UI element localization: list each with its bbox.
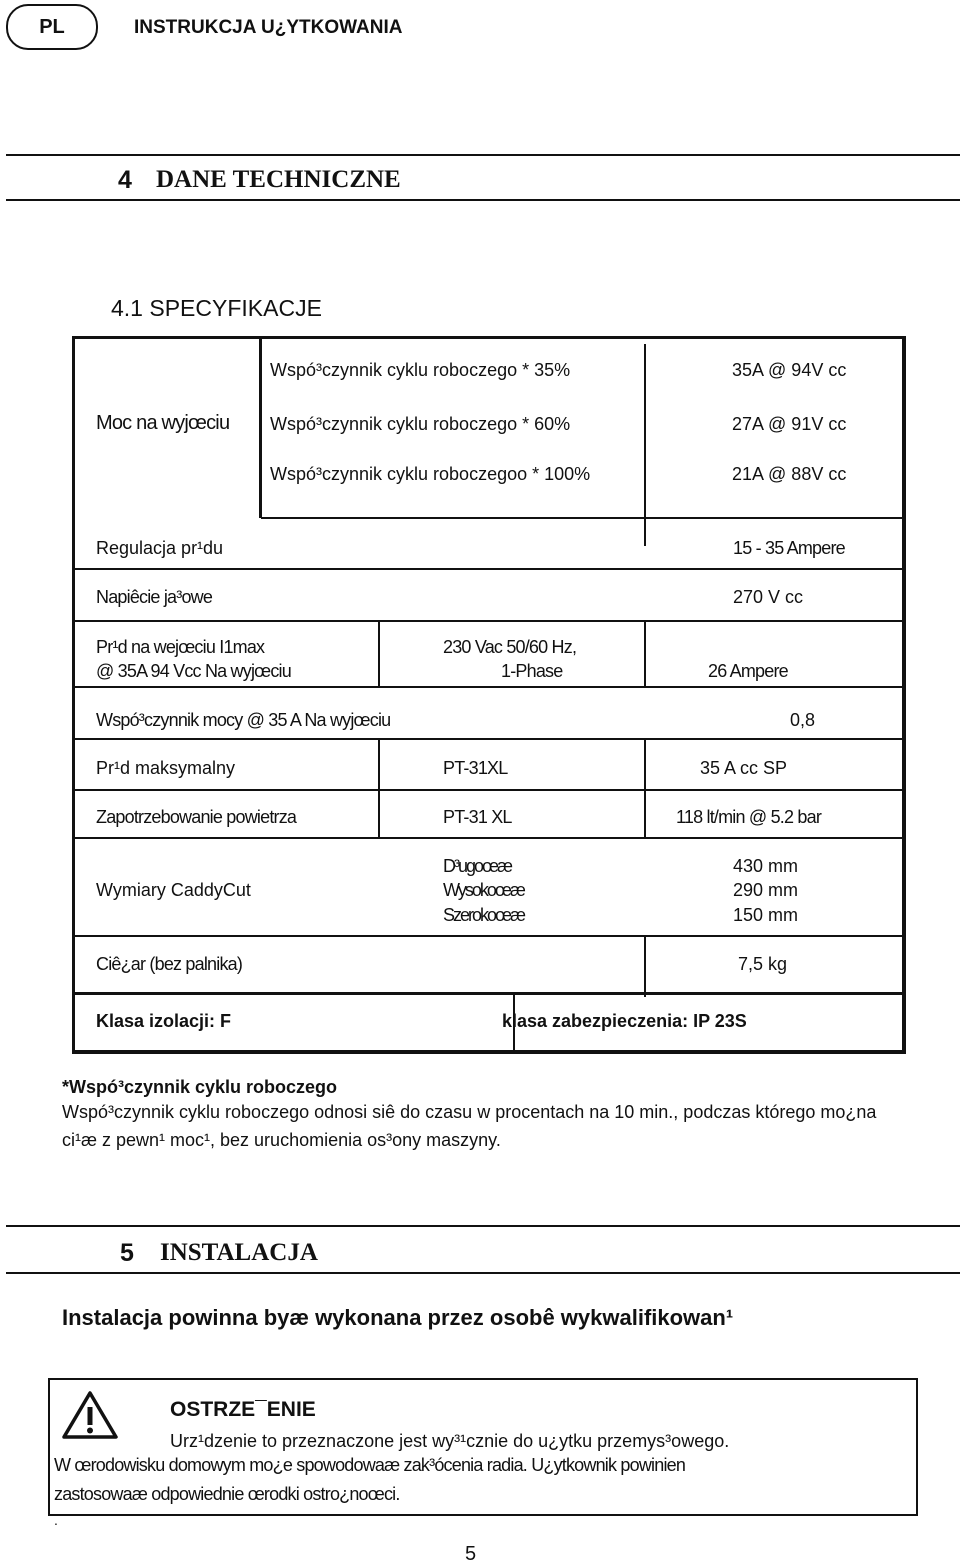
- output-row-value-3: 21A @ 88V cc: [732, 464, 847, 484]
- voltage-value: 270 V cc: [733, 587, 804, 607]
- power-factor-label: Wspó³czynnik mocy @ 35 A Na wyjœciu: [96, 710, 391, 730]
- power-factor-rule: [72, 738, 906, 740]
- max-current-value: 35 A cc SP: [700, 758, 788, 778]
- dimension-value-width: 150 mm: [733, 905, 799, 925]
- input-current-rule: [72, 686, 906, 688]
- dimension-name-length: D³ugoœæ: [443, 856, 512, 876]
- regulation-label: Regulacja pr¹du: [96, 538, 224, 558]
- protection-class: klasa zabezpieczenia: IP 23S: [502, 1011, 747, 1031]
- output-row-name-2: Wspó³czynnik cyklu roboczego * 60%: [270, 414, 571, 434]
- input-current-divider-2: [644, 620, 646, 687]
- air-model: PT-31 XL: [443, 807, 512, 827]
- output-row-name-3: Wspó³czynnik cyklu roboczegoo * 100%: [270, 464, 591, 484]
- air-value: 118 lt/min @ 5.2 bar: [676, 807, 822, 827]
- section-5-bottom-rule: [6, 1272, 960, 1274]
- max-current-divider-2: [644, 738, 646, 838]
- dimension-name-width: Szerokoœæ: [443, 905, 525, 925]
- input-current-divider-1: [378, 620, 380, 687]
- max-current-rule: [72, 789, 906, 791]
- output-row-value-2: 27A @ 91V cc: [732, 414, 847, 434]
- section-5-number: 5: [120, 1239, 134, 1267]
- section-4-number: 4: [118, 166, 132, 194]
- section-4-1-title: 4.1 SPECYFIKACJE: [111, 295, 322, 321]
- installation-note: Instalacja powinna byæ wykonana przez osobê wykwalifikowan¹: [62, 1305, 734, 1330]
- insulation-class: Klasa izolacji: F: [96, 1011, 232, 1031]
- warning-line-3: zastosowaæ odpowiednie œrodki ostro¿noœci.: [54, 1484, 400, 1504]
- power-factor-value: 0,8: [790, 710, 816, 730]
- page-number: 5: [465, 1543, 477, 1565]
- table-right-border: [902, 336, 906, 1054]
- section-4-top-rule: [6, 154, 960, 156]
- input-supply-line1: 230 Vac 50/60 Hz,: [443, 637, 577, 657]
- section-5-top-rule: [6, 1225, 960, 1227]
- dimensions-label: Wymiary CaddyCut: [96, 880, 251, 900]
- output-label: Moc na wyjœciu: [96, 412, 230, 434]
- warning-title: OSTRZE¯ENIE: [170, 1398, 316, 1421]
- dimension-value-height: 290 mm: [733, 880, 799, 900]
- input-current-label-line2: @ 35A 94 Vcc Na wyjœciu: [96, 661, 291, 681]
- warning-triangle-icon: [62, 1390, 118, 1440]
- regulation-value: 15 - 35 Ampere: [733, 538, 845, 558]
- stray-dot: .: [54, 1512, 58, 1528]
- warning-line-2: W œrodowisku domowym mo¿e spowodowaæ zak³ócenia radia. U¿ytkownik powinien: [54, 1455, 686, 1475]
- input-current-label-line1: Pr¹d na wejœciu I1max: [96, 637, 265, 657]
- output-row-name-1: Wspó³czynnik cyklu roboczego * 35%: [270, 360, 571, 380]
- output-divider-2: [644, 344, 646, 546]
- footnote-title: *Wspó³czynnik cyklu roboczego: [62, 1077, 338, 1097]
- air-label: Zapotrzebowanie powietrza: [96, 807, 297, 827]
- document-header-title: INSTRUKCJA U¿YTKOWANIA: [134, 17, 403, 38]
- voltage-label: Napiêcie ja³owe: [96, 587, 213, 607]
- footnote-line-1: Wspó³czynnik cyklu roboczego odnosi siê do czasu w procentach na 10 min., podczas którego mo¿na: [62, 1102, 877, 1122]
- dimension-name-height: Wysokoœæ: [443, 880, 524, 900]
- footnote-line-2: ci¹æ z pewn¹ moc¹, bez uruchomienia os³ony maszyny.: [62, 1130, 501, 1150]
- weight-rule: [72, 992, 906, 995]
- weight-label: Ciê¿ar (bez palnika): [96, 954, 243, 974]
- output-row-rule: [261, 517, 906, 519]
- warning-line-1: Urz¹dzenie to przeznaczone jest wy³¹cznie do u¿ytku przemys³owego.: [170, 1431, 730, 1451]
- input-supply-line2: 1-Phase: [501, 661, 563, 681]
- table-left-border: [72, 336, 75, 1054]
- dimensions-rule: [72, 935, 906, 937]
- air-rule: [72, 837, 906, 839]
- input-current-value: 26 Ampere: [708, 661, 788, 681]
- max-current-label: Pr¹d maksymalny: [96, 758, 236, 778]
- table-bottom-border: [72, 1050, 906, 1054]
- dimension-value-length: 430 mm: [733, 856, 799, 876]
- weight-divider: [644, 935, 646, 997]
- section-4-bottom-rule: [6, 199, 960, 201]
- max-current-model: PT-31XL: [443, 758, 508, 778]
- weight-value: 7,5 kg: [738, 954, 788, 974]
- section-5-title: INSTALACJA: [160, 1239, 318, 1266]
- table-top-border: [72, 336, 906, 339]
- language-badge: PL: [6, 4, 98, 50]
- output-row-value-1: 35A @ 94V cc: [732, 360, 847, 380]
- section-4-title: DANE TECHNICZNE: [156, 166, 401, 193]
- max-current-divider-1: [378, 738, 380, 838]
- regulation-rule: [72, 568, 906, 570]
- output-divider-1: [259, 336, 262, 518]
- voltage-rule: [72, 620, 906, 622]
